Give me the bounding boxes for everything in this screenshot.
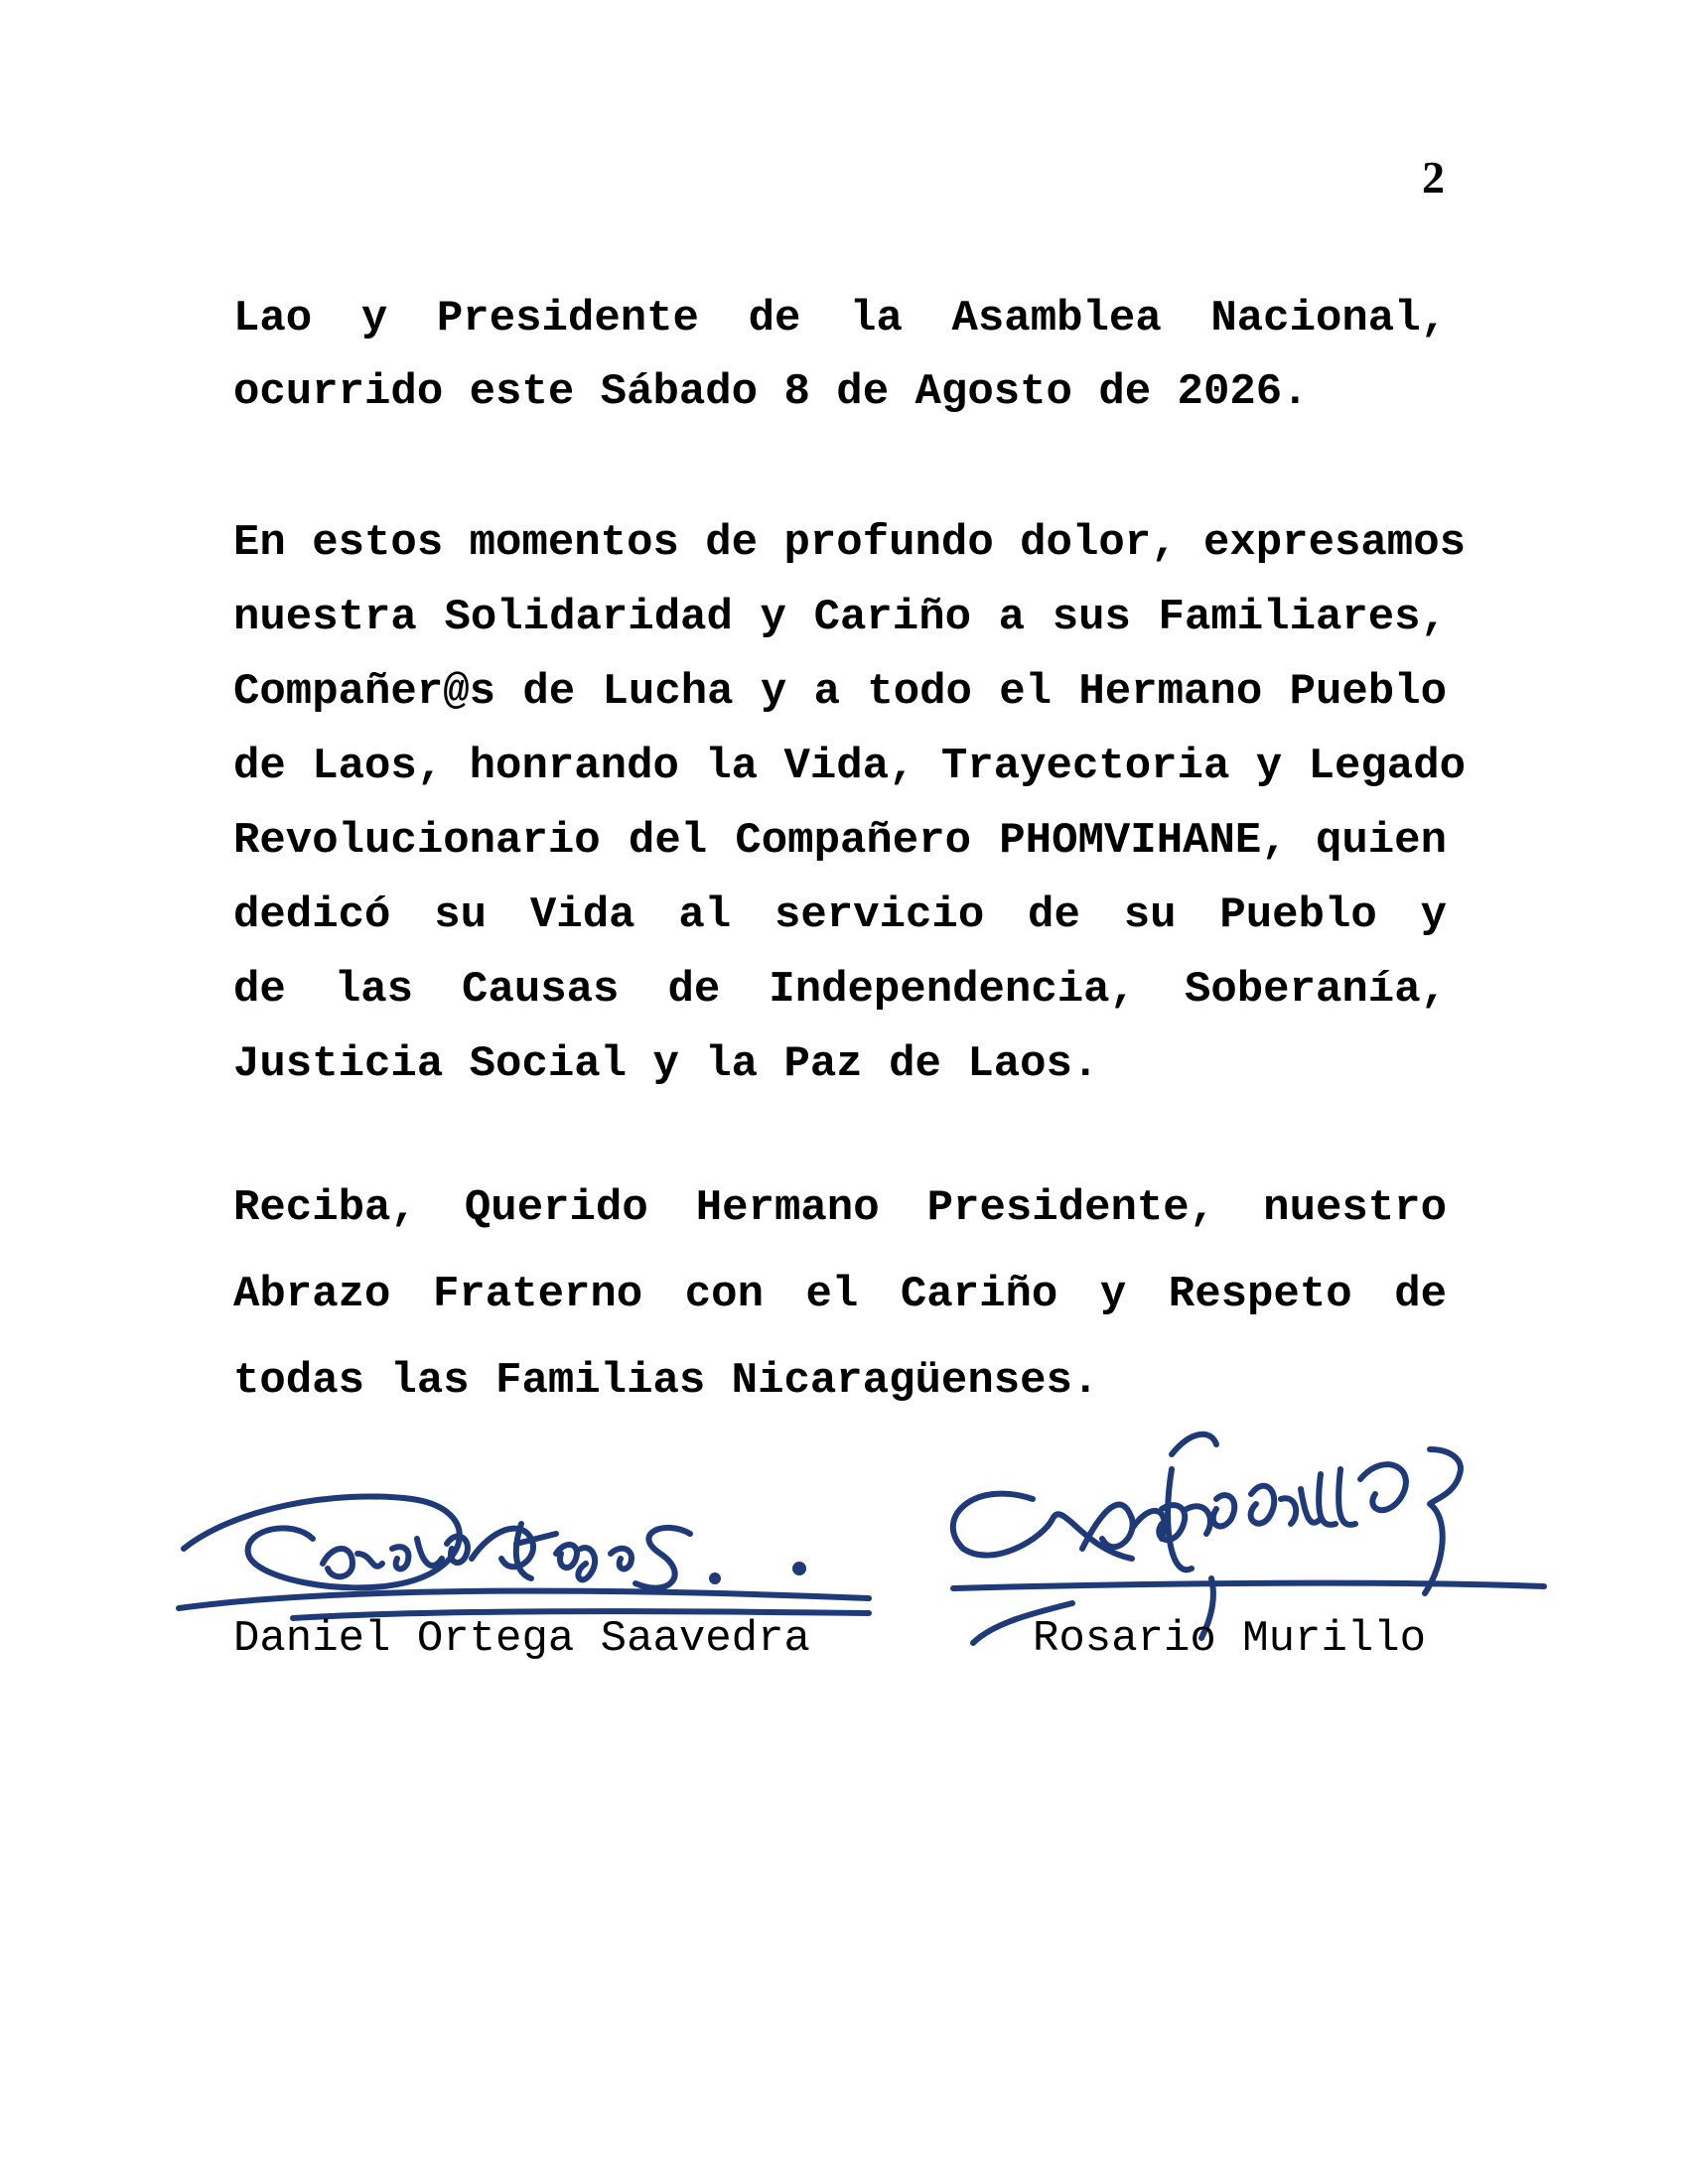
text-line: de las Causas de Independencia, Soberanía, [233,965,1447,1015]
text-line: nuestra Solidaridad y Cariño a sus Familiares, [233,593,1447,642]
text-line: dedicó su Vida al servicio de su Pueblo y [233,890,1447,940]
signature-left-image [174,1469,889,1628]
text-line: ocurrido este Sábado 8 de Agosto de 2026. [233,367,1309,417]
text-line: Revolucionario del Compañero PHOMVIHANE, quien [233,816,1447,866]
paragraph-condolences [233,518,1467,1114]
signatory-name-right: Rosario Murillo [1033,1614,1427,1664]
page-number: 2 [1422,152,1445,203]
signatory-name-left: Daniel Ortega Saavedra [233,1614,810,1664]
paragraph-closing [233,1183,1447,1442]
text-line: Lao y Presidente de la Asamblea Nacional, [233,294,1447,343]
text-line: Compañer@s de Lucha y a todo el Hermano Pueblo [233,667,1447,717]
paragraph-intro [233,294,1447,441]
text-line: Abrazo Fraterno con el Cariño y Respeto de [233,1270,1447,1319]
text-line: Reciba, Querido Hermano Presidente, nuestro [233,1183,1447,1233]
text-line: de Laos, honrando la Vida, Trayectoria y Legado [233,742,1467,791]
text-line: todas las Familias Nicaragüenses. [233,1356,1099,1406]
text-line: Justicia Social y la Paz de Laos. [233,1039,1099,1089]
text-line: En estos momentos de profundo dolor, expresamos [233,518,1467,568]
